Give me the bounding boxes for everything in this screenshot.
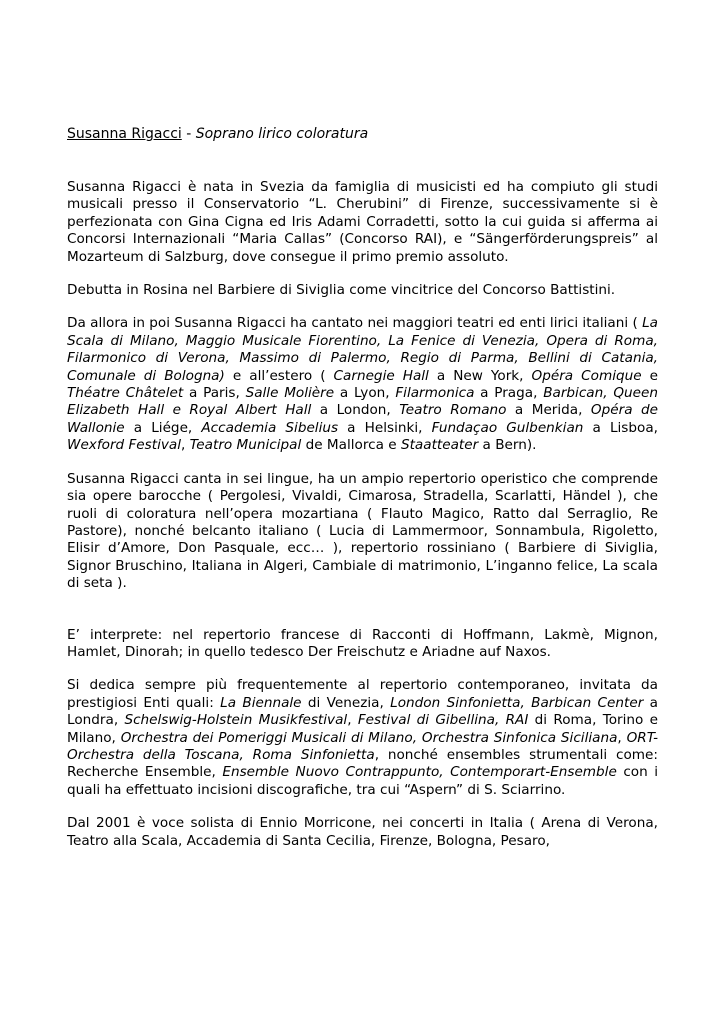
italic-run: Opéra de Wallonie — [67, 402, 658, 436]
artist-role: Soprano lirico coloratura — [195, 126, 369, 142]
paragraph-biography — [67, 179, 658, 266]
spacer — [67, 266, 658, 282]
text-run: de Mallorca e — [301, 437, 401, 454]
text-run: di Venezia, — [301, 694, 391, 711]
document-title — [67, 125, 658, 143]
text-run: a Merida, — [506, 402, 591, 419]
title-separator: - — [181, 126, 196, 142]
text-run: Debutta in Rosina nel Barbiere di Siviglia come vincitrice del Concorso Battistini. — [67, 282, 616, 299]
text-run: , — [617, 729, 627, 746]
paragraph-morricone — [67, 815, 658, 850]
text-run: a Liége, — [124, 419, 202, 436]
italic-run: Festival di Gibellina, RAI — [357, 712, 529, 729]
italic-run: Carnegie Hall — [333, 367, 429, 384]
italic-run: Wexford Festival — [67, 437, 182, 454]
text-run: con i quali ha effettuato incisioni discografiche, tra cui “Aspern” di S. Sciarrino. — [67, 764, 658, 798]
spacer — [67, 143, 658, 179]
text-run: di Roma, Torino e Milano, — [67, 712, 658, 746]
spacer — [67, 799, 658, 815]
text-run: a Bern). — [478, 437, 537, 454]
italic-run: La Scala di Milano, Maggio Musicale Fiorentino, La Fenice di Venezia, Opera di Roma, Filarmonico di Verona, Massimo di Palermo, Regio di Parma, Bellini di Catania, Comunale di Bologna) — [67, 315, 658, 384]
italic-run: Ensemble Nuovo Contrappunto, Contemporart-Ensemble — [222, 764, 617, 781]
italic-run: Schelswig-Holstein Musikfestival — [124, 712, 348, 729]
text-run: a Lisboa, — [583, 419, 658, 436]
spacer — [67, 593, 658, 627]
italic-run: Filarmonica — [395, 385, 475, 402]
paragraph-interpreter — [67, 627, 658, 662]
italic-run: ORT-Orchestra della Toscana, Roma Sinfonietta — [67, 729, 658, 763]
italic-run: Salle Molière — [245, 385, 335, 402]
spacer — [67, 661, 658, 677]
italic-run: La Biennale — [220, 694, 302, 711]
text-run: a Lyon, — [334, 385, 396, 402]
paragraph-debut — [67, 282, 658, 299]
text-run: a London, — [311, 402, 400, 419]
italic-run: London Sinfonietta, Barbican Center — [390, 694, 644, 711]
italic-run: Orchestra dei Pomeriggi Musicali di Milano, Orchestra Sinfonica Siciliana — [120, 729, 618, 746]
text-run: Si dedica sempre più frequentemente al repertorio contemporaneo, invitata da prestigiosi Enti quali: — [67, 677, 658, 711]
text-run: e all’estero ( — [224, 367, 334, 384]
text-run: E’ interprete: nel repertorio francese di Racconti di Hoffmann, Lakmè, Mignon, Hamlet, Dinorah; in quello tedesco Der Freischutz e Ariadne auf Naxos. — [67, 626, 658, 660]
text-run: , nonché ensembles strumentali come: Recherche Ensemble, — [67, 746, 658, 781]
italic-run: Fundaçao Gulbenkian — [431, 419, 584, 436]
italic-run: Teatro Municipal — [189, 437, 302, 454]
text-run: , — [181, 437, 190, 454]
spacer — [67, 299, 658, 315]
paragraph-repertoire — [67, 471, 658, 593]
italic-run: Accademia Sibelius — [201, 419, 339, 436]
text-run: a New York, — [428, 367, 532, 384]
paragraph-theatres — [67, 315, 658, 454]
artist-name: Susanna Rigacci — [67, 126, 182, 142]
text-run: a Londra, — [67, 694, 658, 729]
text-run: a Paris, — [183, 385, 246, 402]
text-run: a Helsinki, — [338, 419, 432, 436]
italic-run: Théatre Châtelet — [67, 385, 184, 402]
italic-run: Teatro Romano — [399, 402, 507, 419]
italic-run: Barbican, Queen Elizabeth Hall e Royal Albert Hall — [67, 385, 658, 419]
italic-run: Opéra Comique — [531, 367, 642, 384]
paragraph-contemporary — [67, 677, 658, 799]
text-run: , — [347, 712, 358, 729]
italic-run: Staatteater — [400, 437, 479, 454]
text-run: Da allora in poi Susanna Rigacci ha cantato nei maggiori teatri ed enti lirici italiani ( — [67, 315, 643, 332]
text-run: Susanna Rigacci canta in sei lingue, ha un ampio repertorio operistico che comprende sia opere barocche ( Pergolesi, Vivaldi, Cimarosa, Stradella, Scarlatti, Händel ), che ruoli di coloratura nell’opera mozartiana ( Flauto Magico, Ratto dal Serraglio, Re Pastore), nonché belcanto italiano ( Lucia di Lammermoor, Sonnambula, Rigoletto, Elisir d’Amore, Don Pasquale, ecc… ), repertorio rossiniano ( Barbiere di Siviglia, Signor Bruschino, Italiana in Algeri, Cambiale di matrimonio, L’inganno felice, La scala di seta ). — [67, 470, 658, 592]
text-run: Susanna Rigacci è nata in Svezia da famiglia di musicisti ed ha compiuto gli studi musicali presso il Conservatorio “L. Cherubini” di Firenze, successivamente si è perfezionata con Gina Cigna ed Iris Adami Corradetti, sotto la cui guida si afferma ai Concorsi Internazionali “Maria Callas” (Concorso RAI), e “Sängerförderungspreis” al Mozarteum di Salzburg, dove consegue il primo premio assoluto. — [67, 179, 658, 265]
text-run: e — [641, 367, 658, 384]
text-run: Dal 2001 è voce solista di Ennio Morricone, nei concerti in Italia ( Arena di Verona, Teatro alla Scala, Accademia di Santa Cecilia, Firenze, Bologna, Pesaro, — [67, 815, 658, 849]
spacer — [67, 455, 658, 471]
text-run: a Praga, — [474, 385, 544, 402]
